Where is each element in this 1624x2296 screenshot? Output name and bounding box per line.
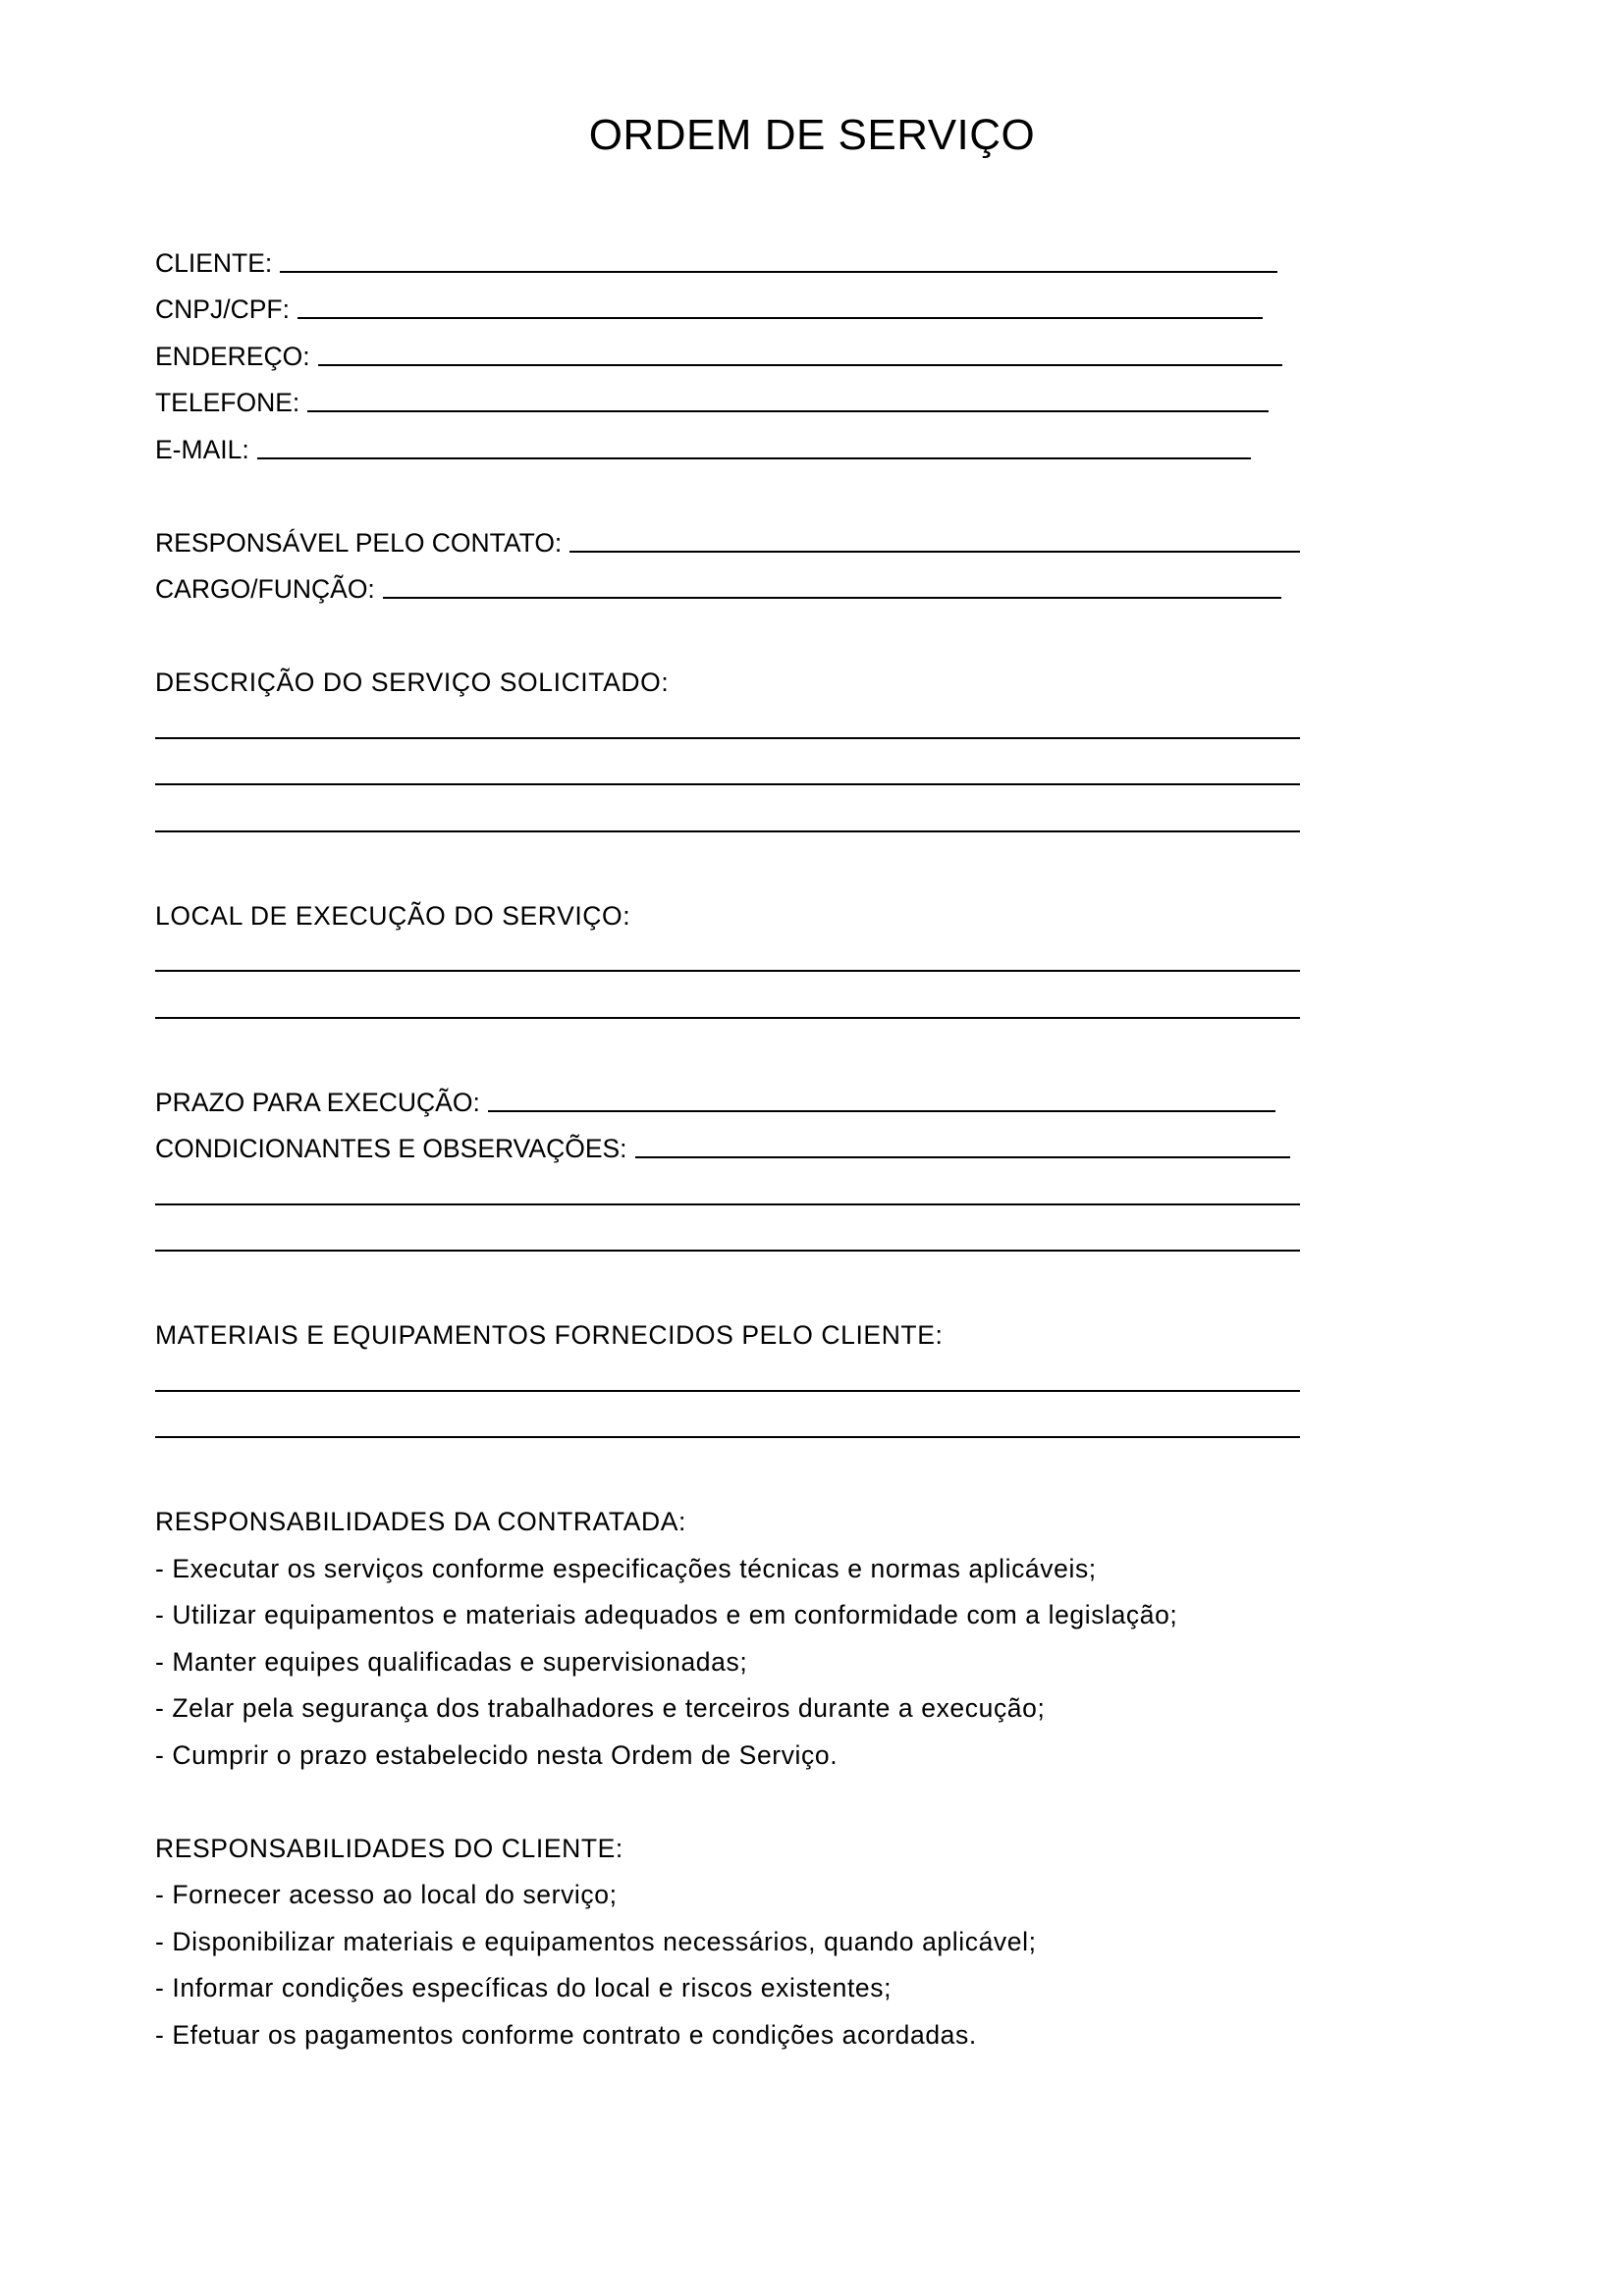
telefone-row bbox=[155, 372, 1333, 419]
condicionantes-label: CONDICIONANTES E OBSERVAÇÕES: bbox=[155, 1134, 627, 1163]
endereco-label: ENDEREÇO: bbox=[155, 341, 310, 371]
contratada-list bbox=[155, 1537, 1333, 1771]
local-label: LOCAL DE EXECUÇÃO DO SERVIÇO: bbox=[155, 900, 631, 931]
local-line-2[interactable] bbox=[155, 978, 1333, 1025]
condicionantes-row bbox=[155, 1118, 1333, 1165]
cargo-row bbox=[155, 559, 1333, 606]
descricao-line-1[interactable] bbox=[155, 698, 1333, 745]
descricao-line-3[interactable] bbox=[155, 791, 1333, 838]
telefone-field[interactable] bbox=[307, 402, 1269, 412]
contratada-heading: RESPONSABILIDADES DA CONTRATADA: bbox=[155, 1507, 686, 1536]
cnpj-label: CNPJ/CPF: bbox=[155, 294, 290, 324]
descricao-line-2[interactable] bbox=[155, 745, 1333, 792]
cliente-field[interactable] bbox=[280, 263, 1277, 273]
cliente-resp-list bbox=[155, 1864, 1333, 2051]
list-item: - Utilizar equipamentos e materiais adequados e em conformidade com a legislação; bbox=[155, 1600, 1178, 1629]
prazo-label: PRAZO PARA EXECUÇÃO: bbox=[155, 1087, 480, 1117]
prazo-field[interactable] bbox=[488, 1102, 1275, 1112]
telefone-label: TELEFONE: bbox=[155, 388, 300, 417]
spacer bbox=[155, 1257, 1333, 1305]
responsavel-field[interactable] bbox=[569, 543, 1300, 553]
materiais-line-1[interactable] bbox=[155, 1351, 1333, 1398]
cliente-row bbox=[155, 232, 1333, 279]
condicionantes-field[interactable] bbox=[635, 1148, 1290, 1158]
condicionantes-line-2[interactable] bbox=[155, 1211, 1333, 1258]
spacer bbox=[155, 838, 1333, 885]
list-item: - Efetuar os pagamentos conforme contrato e condições acordadas. bbox=[155, 2019, 977, 2050]
list-item: - Fornecer acesso ao local do serviço; bbox=[155, 1880, 618, 1909]
list-item: - Zelar pela segurança dos trabalhadores e terceiros durante a execução; bbox=[155, 1693, 1046, 1723]
list-item: - Disponibilizar materiais e equipamentos necessários, quando aplicável; bbox=[155, 1926, 1037, 1956]
endereco-field[interactable] bbox=[318, 356, 1282, 366]
cargo-label: CARGO/FUNÇÃO: bbox=[155, 574, 375, 604]
list-item: - Executar os serviços conforme especificações técnicas e normas aplicáveis; bbox=[155, 1553, 1097, 1583]
form-content bbox=[155, 232, 1333, 2051]
cnpj-field[interactable] bbox=[298, 309, 1263, 319]
cnpj-row bbox=[155, 279, 1333, 326]
list-item: - Manter equipes qualificadas e supervisionadas; bbox=[155, 1646, 748, 1677]
condicionantes-line-1[interactable] bbox=[155, 1164, 1333, 1211]
spacer bbox=[155, 1444, 1333, 1491]
page-title: ORDEM DE SERVIÇO bbox=[588, 111, 1036, 159]
spacer bbox=[155, 465, 1333, 512]
email-field[interactable] bbox=[257, 450, 1251, 459]
email-row bbox=[155, 418, 1333, 465]
spacer bbox=[155, 605, 1333, 652]
list-item: - Cumprir o prazo estabelecido nesta Ordem de Serviço. bbox=[155, 1739, 839, 1770]
materiais-line-2[interactable] bbox=[155, 1398, 1333, 1445]
spacer bbox=[155, 1771, 1333, 1818]
responsavel-row bbox=[155, 511, 1333, 559]
descricao-label: DESCRIÇÃO DO SERVIÇO SOLICITADO: bbox=[155, 667, 670, 697]
materiais-label: MATERIAIS E EQUIPAMENTOS FORNECIDOS PELO CLIENTE: bbox=[155, 1320, 944, 1350]
spacer bbox=[155, 1025, 1333, 1072]
list-item: - Informar condições específicas do local e riscos existentes; bbox=[155, 1973, 893, 2002]
email-label: E-MAIL: bbox=[155, 434, 249, 464]
endereco-row bbox=[155, 325, 1333, 372]
cliente-resp-heading: RESPONSABILIDADES DO CLIENTE: bbox=[155, 1833, 623, 1863]
local-line-1[interactable] bbox=[155, 932, 1333, 979]
cliente-label: CLIENTE: bbox=[155, 247, 273, 278]
responsavel-label: RESPONSÁVEL PELO CONTATO: bbox=[155, 527, 563, 558]
cargo-field[interactable] bbox=[383, 589, 1281, 599]
prazo-row bbox=[155, 1071, 1333, 1118]
